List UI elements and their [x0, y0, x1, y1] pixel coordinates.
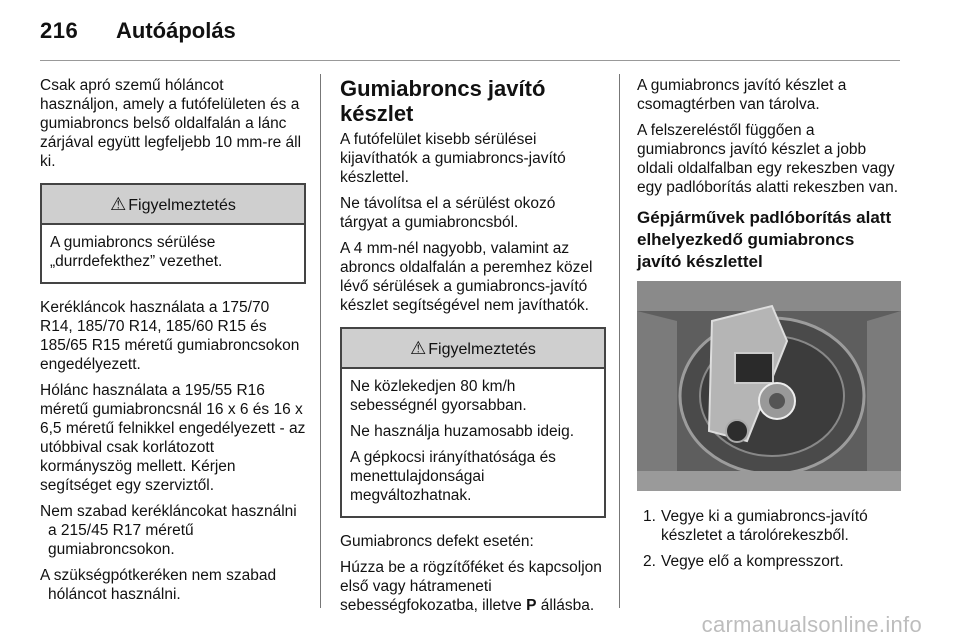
paragraph: Ne távolítsa el a sérülést okozó tárgyat a gumiabroncsból.: [340, 195, 556, 231]
column-left: [40, 76, 306, 611]
warning-header: [42, 185, 304, 225]
steps-list: [637, 507, 903, 571]
paragraph: Csak apró szemű hóláncot használjon, amely a futófelületen és a gumiabroncs belső oldalfalán a lánc zárjával együtt legfeljebb 10 mm-re áll ki.: [40, 77, 302, 170]
warning-box: [40, 183, 306, 284]
step-text: Vegye elő a kompresszort.: [661, 553, 844, 570]
paragraph: [340, 558, 606, 615]
warning-text: A gumiabroncs sérülése „durrdefekthez” vezethet.: [50, 234, 223, 270]
step-number: 1.: [643, 508, 656, 525]
text-run: állásba.: [536, 597, 595, 614]
paragraph: A futófelület kisebb sérülései kijavíthatók a gumiabroncs-javító készlettel.: [340, 131, 566, 186]
warning-title: Figyelmeztetés: [428, 341, 536, 358]
warning-text: A gépkocsi irányíthatósága és menettulajdonságai megváltozhatnak.: [350, 449, 556, 504]
gear-position-label: P: [526, 597, 537, 614]
header-divider: [40, 60, 900, 61]
list-item: [637, 507, 903, 545]
paragraph: Hólánc használata a 195/55 R16 méretű gumiabroncsnál 16 x 6 és 16 x 6,5 méretű felnikkel engedélyezett - az utóbbival csak korlátozott kormányszög mellett. Kérjen segítséget egy szerviztől.: [40, 382, 306, 494]
step-number: 2.: [643, 553, 656, 570]
warning-triangle-icon: ⚠: [110, 194, 127, 214]
warning-triangle-icon: ⚠: [410, 338, 427, 358]
section-heading: Gumiabroncs javító készlet: [340, 76, 546, 126]
trunk-illustration: [637, 281, 901, 491]
paragraph: A gumiabroncs javító készlet a csomagtérben van tárolva.: [637, 77, 847, 113]
column-divider: [619, 74, 620, 608]
warning-text: Ne használja huzamosabb ideig.: [350, 423, 575, 440]
warning-title: Figyelmeztetés: [128, 197, 236, 214]
column-right: [637, 76, 903, 578]
paragraph: Nem szabad kerékláncokat használni a 215/45 R17 méretű gumiabroncsokon.: [40, 503, 297, 558]
paragraph: A 4 mm-nél nagyobb, valamint az abroncs oldalfalán a peremhez közel lévő sérülések a gumiabroncs-javító készlet segítségével nem javíthatók.: [340, 240, 593, 314]
column-middle: [340, 76, 606, 622]
subsection-heading: Gépjárművek padlóborítás alatt elhelyezkedő gumiabroncs javító készlettel: [637, 208, 892, 271]
warning-box: [340, 327, 606, 518]
list-item: [637, 552, 903, 571]
warning-body: [42, 225, 304, 282]
paragraph: Kerékláncok használata a 175/70 R14, 185/70 R14, 185/60 R15 és 185/65 R15 méretű gumiabroncsokon engedélyezett.: [40, 299, 300, 373]
warning-text: Ne közlekedjen 80 km/h sebességnél gyorsabban.: [350, 378, 527, 414]
paragraph: Gumiabroncs defekt esetén:: [340, 533, 534, 550]
trunk-repair-kit-photo: [637, 281, 901, 491]
paragraph: A szükségpótkeréken nem szabad hóláncot használni.: [40, 567, 277, 603]
column-divider: [320, 74, 321, 608]
warning-body: [342, 369, 604, 516]
paragraph: A felszereléstől függően a gumiabroncs javító készlet a jobb oldali oldalfalban egy rekeszben vagy egy padlóborítás alatti rekeszben van.: [637, 122, 899, 196]
section-title: Autóápolás: [116, 18, 236, 43]
page-number: 216: [40, 18, 79, 43]
step-text: Vegye ki a gumiabroncs-javító készletet a tárolórekeszből.: [661, 508, 868, 544]
watermark: carmanualsonline.info: [701, 612, 922, 637]
text-run: Húzza be a rögzítőféket és kapcsoljon első vagy hátrameneti sebességfokozatba, illetve: [340, 559, 602, 614]
warning-header: [342, 329, 604, 369]
